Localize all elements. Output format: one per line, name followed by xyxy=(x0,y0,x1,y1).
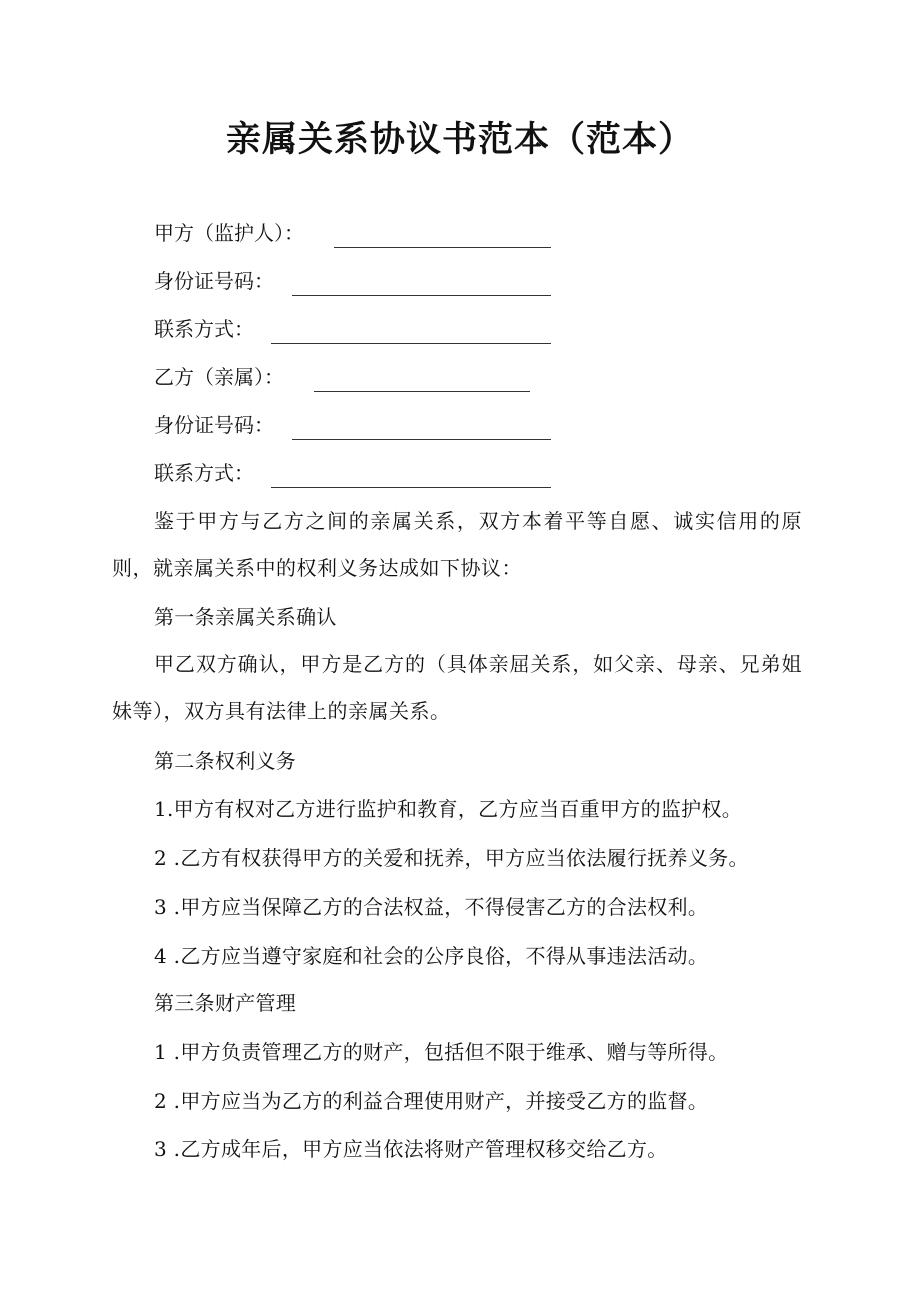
blank-line[interactable] xyxy=(292,295,551,296)
article-3-item: 2 .甲方应当为乙方的利益合理使用财产，并接受乙方的监督。 xyxy=(154,1089,709,1113)
blank-line[interactable] xyxy=(292,439,551,440)
blank-line[interactable] xyxy=(271,487,551,488)
field-label: 身份证号码： xyxy=(154,413,274,437)
blank-line[interactable] xyxy=(271,343,551,344)
field-party-b-contact xyxy=(154,459,254,487)
article-1-body: 甲乙双方确认，甲方是乙方的（具体亲屈关系，如父亲、母亲、兄弟姐妹等），双方具有法律上的亲属关系。 xyxy=(112,652,802,723)
article-2-heading: 第二条权利义务 xyxy=(154,749,297,773)
article-3-item: 3 .乙方成年后，甲方应当依法将财产管理权移交给乙方。 xyxy=(154,1137,668,1161)
article-2-item: 3 .甲方应当保障乙方的合法权益，不得侵害乙方的合法权利。 xyxy=(154,895,709,919)
field-party-a-contact xyxy=(154,315,254,343)
field-label: 联系方式： xyxy=(154,317,254,341)
field-label: 联系方式： xyxy=(154,461,254,485)
preamble-paragraph: 鉴于甲方与乙方之间的亲属关系，双方本着平等自愿、诚实信用的原则，就亲属关系中的权利义务达成如下协议： xyxy=(112,509,802,580)
field-label: 身份证号码： xyxy=(154,269,274,293)
article-1-heading: 第一条亲属关系确认 xyxy=(154,605,337,629)
field-party-b-id-number xyxy=(154,411,274,439)
article-2-item: 4 .乙方应当遵守家庭和社会的公序良俗，不得从事违法活动。 xyxy=(154,944,709,968)
field-label: 乙方（亲属）： xyxy=(154,365,284,389)
field-party-b-relative xyxy=(154,363,284,391)
article-3-item: 1 .甲方负责管理乙方的财产，包括但不限于维承、赠与等所得。 xyxy=(154,1040,729,1064)
article-2-item: 2 .乙方有权获得甲方的关爱和抚养，甲方应当依法履行抚养义务。 xyxy=(154,846,749,870)
article-3-heading: 第三条财产管理 xyxy=(154,991,297,1015)
document-title: 亲属关系协议书范本（范本） xyxy=(225,120,694,160)
field-party-a-guardian xyxy=(154,219,304,247)
blank-line[interactable] xyxy=(314,391,530,392)
field-label: 甲方（监护人）： xyxy=(154,221,304,245)
article-2-item: 1.甲方有权对乙方进行监护和教育，乙方应当百重甲方的监护权。 xyxy=(154,797,743,821)
blank-line[interactable] xyxy=(334,247,551,248)
field-party-a-id-number xyxy=(154,267,274,295)
